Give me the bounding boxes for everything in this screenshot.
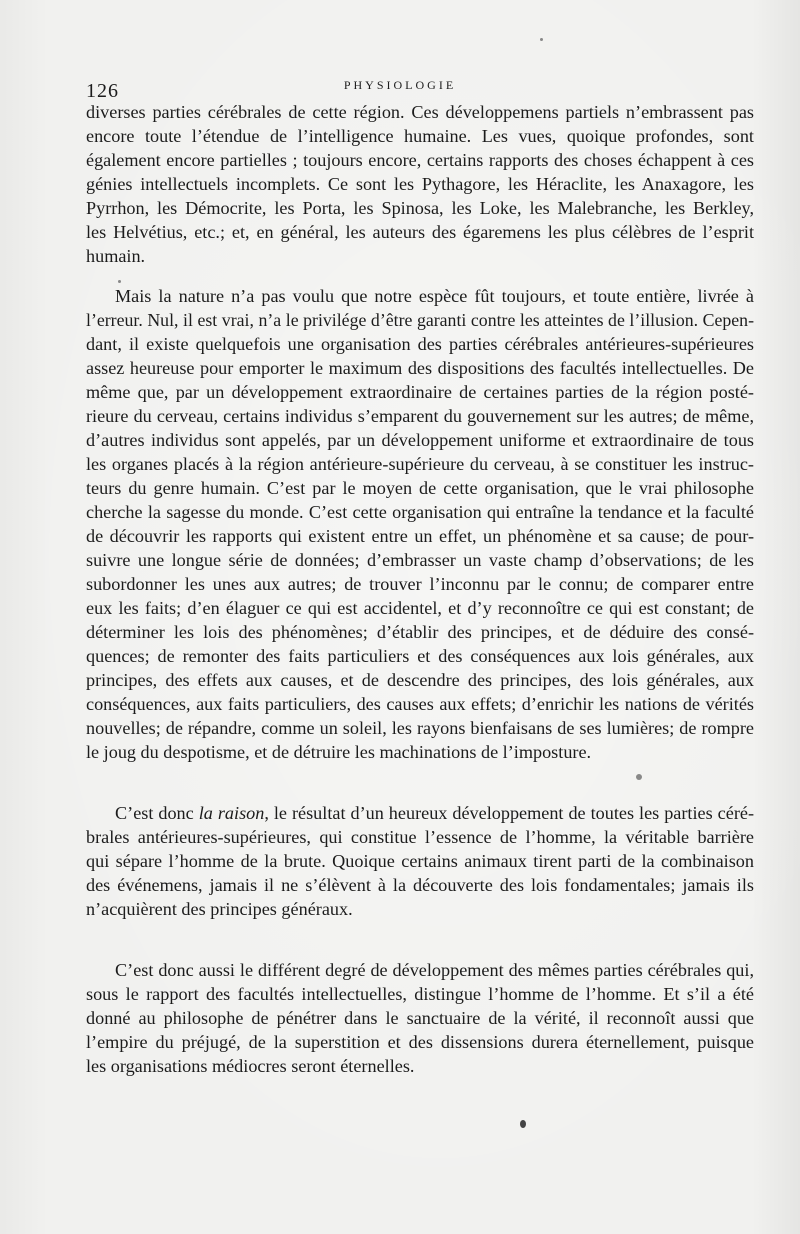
text-line: encore toute l’étendue de l’intelligence humaine. Les vues, quoique profondes, sont xyxy=(86,126,754,146)
text-line: les organes placés à la région antérieure-supérieure du cerveau, à se constituer les instruc- xyxy=(86,454,754,474)
text-line: déterminer les lois des phénomènes; d’établir des principes, et de déduire des consé- xyxy=(86,622,754,642)
paragraph-3 xyxy=(86,801,754,921)
page-number: 126 xyxy=(86,80,119,102)
paper-speck xyxy=(118,280,121,283)
text-line: nouvelles; de répandre, comme un soleil, les rayons bienfaisans de ses lumières; de rompre xyxy=(86,718,754,738)
text-line: assez heureuse pour emporter le maximum des dispositions des facultés intellectuelles. De xyxy=(86,358,754,378)
text-line: diverses parties cérébrales de cette région. Ces développemens partiels n’embrassent pas xyxy=(86,102,754,122)
text-line: d’autres individus sont appelés, par un développement uniforme et extraordinaire de tous xyxy=(86,430,754,450)
text-line: l’empire du préjugé, de la superstition et des dissensions durera éternellement, puisque xyxy=(86,1032,754,1052)
text-line: Mais la nature n’a pas voulu que notre espèce fût toujours, et toute entière, livrée à xyxy=(115,286,754,306)
text-line: le joug du despotisme, et de détruire les machinations de l’imposture. xyxy=(86,742,592,762)
running-head: PHYSIOLOGIE xyxy=(343,78,457,92)
text-line: C’est donc la raison, le résultat d’un heureux développement de toutes les parties céré- xyxy=(115,803,754,823)
text-line: brales antérieures-supérieures, qui constitue l’essence de l’homme, la véritable barrière xyxy=(86,827,754,847)
text-line: les Helvétius, etc.; et, en général, les auteurs des égaremens les plus célèbres de l’esprit xyxy=(86,222,754,242)
text-line: de découvrir les rapports qui existent entre un effet, un phénomène et sa cause; de pour- xyxy=(86,526,754,546)
text-line: n’acquièrent des principes généraux. xyxy=(86,899,353,919)
text-line: cherche la sagesse du monde. C’est cette organisation qui entraîne la tendance et la faculté xyxy=(86,502,754,522)
text-line: Pyrrhon, les Démocrite, les Porta, les Spinosa, les Loke, les Malebranche, les Berkley, xyxy=(86,198,754,218)
ink-dot-ornament xyxy=(520,1120,526,1128)
text-line: C’est donc aussi le différent degré de développement des mêmes parties cérébrales qui, xyxy=(115,960,754,980)
text-line: également encore partielles ; toujours encore, certains rapports des choses échappent à ces xyxy=(86,150,754,170)
paragraph-4 xyxy=(86,958,754,1078)
emphasis-la-raison: la raison xyxy=(198,803,265,823)
text-line: rieure du cerveau, certains individus s’emparent du gouvernement sur les autres; de même, xyxy=(86,406,754,426)
paper-speck xyxy=(636,774,642,780)
text-line: conséquences, aux faits particuliers, des causes aux effets; d’enrichir les nations de vérités xyxy=(86,694,754,714)
text-line: dant, il existe quelquefois une organisation des parties cérébrales antérieures-supérieures xyxy=(86,334,754,354)
text-line: même que, par un développement extraordinaire de certaines parties de la région posté- xyxy=(86,382,754,402)
text-line: donné au philosophe de pénétrer dans le sanctuaire de la vérité, il reconnoît aussi que xyxy=(86,1008,754,1028)
paragraph-1 xyxy=(86,100,754,268)
paper-speck xyxy=(540,38,543,41)
text-line: des événemens, jamais il ne s’élèvent à la découverte des lois fondamentales; jamais ils xyxy=(86,875,754,895)
text-line: principes, des effets aux causes, et de descendre des principes, des lois générales, aux xyxy=(86,670,754,690)
text-line: eux les faits; d’en élaguer ce qui est accidentel, et d’y reconnoître ce qui est constant; de xyxy=(86,598,754,618)
text-line: humain. xyxy=(86,246,146,266)
text-line: quences; de remonter des faits particuliers et des conséquences aux lois générales, aux xyxy=(86,646,754,666)
text-line: qui sépare l’homme de la brute. Quoique certains animaux tirent parti de la combinaison xyxy=(86,851,754,871)
paragraph-2 xyxy=(86,284,754,764)
text-line: l’erreur. Nul, il est vrai, n’a le privilége d’être garanti contre les atteintes de l’illusion. Cepen- xyxy=(86,310,754,330)
text-line: sous le rapport des facultés intellectuelles, distingue l’homme de l’homme. Et s’il a été xyxy=(86,984,754,1004)
text-line: subordonner les unes aux autres; de trouver l’inconnu par le connu; de comparer entre xyxy=(86,574,754,594)
text-line: génies intellectuels incomplets. Ce sont les Pythagore, les Héraclite, les Anaxagore, les xyxy=(86,174,754,194)
text-line: suivre une longue série de données; d’embrasser un vaste champ d’observations; de les xyxy=(86,550,754,570)
text-line: les organisations médiocres seront éternelles. xyxy=(86,1056,415,1076)
text-line: teurs du genre humain. C’est par le moyen de cette organisation, que le vrai philosophe xyxy=(86,478,754,498)
